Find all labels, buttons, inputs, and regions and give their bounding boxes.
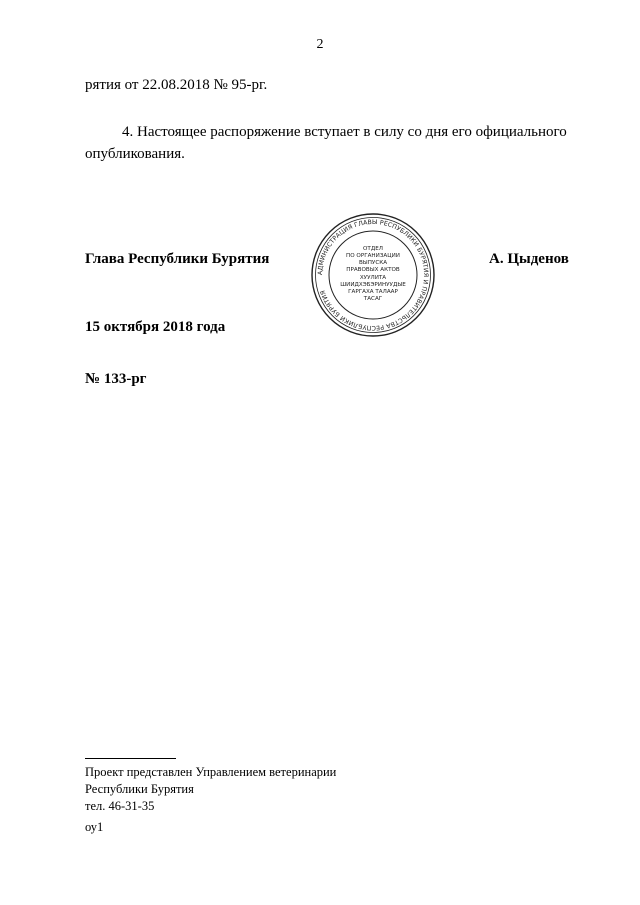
seal-center-line-4: ПРАВОВЫХ АКТОВ <box>346 267 400 273</box>
footnote-divider <box>85 758 176 759</box>
footnote-line-2: Республики Бурятия <box>85 782 194 796</box>
position-title: Глава Республики Бурятия <box>85 251 270 267</box>
seal-outer-text: АДМИНИСТРАЦИЯ ГЛАВЫ РЕСПУБЛИКИ БУРЯТИЯ И ПРАВИТЕЛЬСТВА РЕСПУБЛИКИ БУРЯТИЯ <box>316 218 430 332</box>
continuation-line: рятия от 22.08.2018 № 95-рг. <box>85 77 268 93</box>
footnote-line-1: Проект представлен Управлением ветеринарии <box>85 765 337 779</box>
paragraph-4-line-2: опубликования. <box>85 146 185 162</box>
seal-center-line-3: ВЫПУСКА <box>358 260 388 266</box>
page-number: 2 <box>316 37 324 52</box>
footnote-code: оу1 <box>85 820 104 834</box>
signer-name: А. Цыденов <box>489 251 569 267</box>
seal-center-line-2: ПО ОРГАНИЗАЦИИ <box>346 253 400 259</box>
seal-center-line-5: ХУУЛИТА <box>359 275 387 281</box>
seal-center-line-1: ОТДЕЛ <box>363 246 383 252</box>
signing-date: 15 октября 2018 года <box>85 319 226 335</box>
document-number: № 133-рг <box>85 371 147 387</box>
seal-center-line-7: ГАРГАХА ТАЛААР <box>348 289 398 295</box>
paragraph-4-line-1: 4. Настоящее распоряжение вступает в силу со дня его официального <box>122 124 567 140</box>
seal-center-line-6: ШИИДХЭБЭРИНУУДЫЕ <box>340 282 406 288</box>
seal-center-line-8: ТАСАГ <box>363 296 383 302</box>
official-seal <box>310 212 436 338</box>
footnote-line-3: тел. 46-31-35 <box>85 799 155 813</box>
